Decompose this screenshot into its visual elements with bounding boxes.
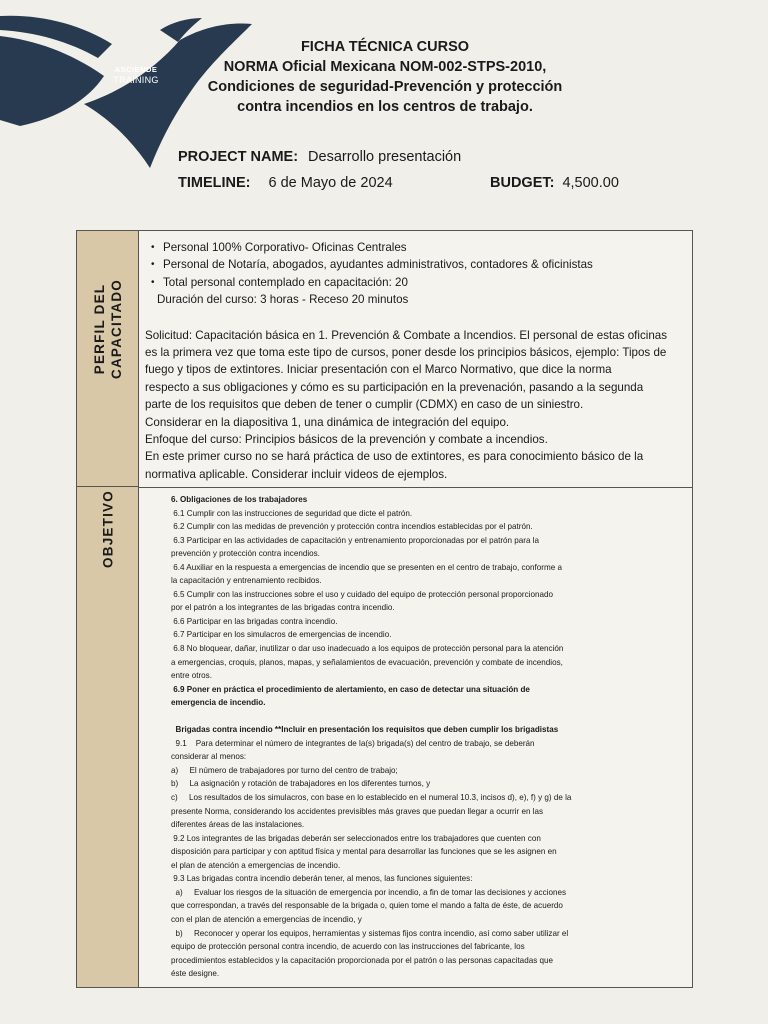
paragraph-line: fuego y tipos de extintores. Iniciar presentación con el Marco Normativo, que dice la norma: [145, 363, 612, 377]
project-name-row: [178, 149, 461, 165]
project-name-value: Desarrollo presentación: [308, 149, 462, 165]
objetivo-line: 6.3 Participar en las actividades de capacitación y entrenamiento proporcionadas por el patrón para la: [171, 535, 540, 545]
objetivo-line: que correspondan, a través del responsable de la brigada o, quien tome el mando a falta de éste, de acuerdo: [171, 901, 563, 911]
objetivo-line: 6.5 Cumplir con las instrucciones sobre el uso y cuidado del equipo de protección personal proporcionado: [171, 589, 553, 599]
objetivo-line: 6.2 Cumplir con las medidas de prevención y protección contra incendios establecidas por el patrón.: [171, 522, 533, 532]
row-divider: [139, 487, 692, 488]
objetivo-line: el plan de atención a emergencias de incendio.: [171, 860, 341, 870]
project-name-label: PROJECT NAME:: [178, 149, 299, 165]
objetivo-line: 6.7 Participar en los simulacros de emergencias de incendio.: [171, 630, 392, 640]
objetivo-line: considerar al menos:: [171, 752, 247, 762]
objetivo-line: con el plan de atención a emergencias de incendio, y: [171, 914, 362, 924]
objetivo-line: 6. Obligaciones de los trabajadores: [171, 495, 308, 504]
objetivo-line: 9.3 Las brigadas contra incendio deberán tener, al menos, las funciones siguientes:: [171, 874, 473, 884]
paragraph-line: Solicitud: Capacitación básica en 1. Prevención & Combate a Incendios. El personal de estas oficinas: [145, 328, 668, 342]
objetivo-line: por el patrón a los integrantes de las brigadas contra incendio.: [171, 603, 395, 613]
paragraph-line: normativa aplicable. Considerar incluir videos de ejemplos.: [145, 467, 448, 481]
objetivo-line: 6.1 Cumplir con las instrucciones de seguridad que dicte el patrón.: [171, 508, 413, 518]
objetivo-line: 6.8 No bloquear, dañar, inutilizar o dar uso inadecuado a los equipos de protección personal para la atención: [171, 644, 564, 654]
logo-text-sub: TRAINING: [113, 75, 159, 85]
perfil-label: [91, 279, 125, 379]
perfil-label-line: CAPACITADO: [108, 279, 124, 379]
objetivo-line: 6.4 Auxiliar en la respuesta a emergencias de incendio que se presenten en el centro de trabajo, conforme a: [171, 562, 562, 572]
objetivo-line: b) La asignación y rotación de trabajadores en los diferentes turnos, y: [171, 779, 431, 789]
budget-row: [490, 175, 619, 191]
objetivo-line: emergencia de incendio.: [171, 698, 266, 708]
paragraph-line: respecto a sus obligaciones y cómo es su participación en la prevenación, pasando a la segunda: [145, 380, 644, 394]
objetivo-label-cell: [77, 487, 139, 987]
timeline-value: 6 de Mayo de 2024: [268, 175, 393, 191]
perfil-label-line: PERFIL DEL: [91, 283, 107, 375]
paragraph-line: En este primer curso no se hará práctica de uso de extintores, es para conocimiento básico de la: [145, 450, 644, 464]
objetivo-line: presente Norma, considerando los accidentes previsibles más graves que puedan llegar a ocurrir en las: [171, 806, 544, 816]
title-line: NORMA Oficial Mexicana NOM-002-STPS-2010,: [223, 59, 547, 75]
objetivo-line: [171, 710, 621, 724]
objetivo-line: c) Los resultados de los simulacros, con base en lo establecido en el numeral 10.3, incisos d), e), f) y g) de la: [171, 793, 572, 803]
timeline-row: [178, 175, 393, 191]
title-line: contra incendios en los centros de trabajo.: [237, 99, 533, 115]
document-title: [190, 37, 580, 117]
objetivo-line: 6.6 Participar en las brigadas contra incendio.: [171, 616, 338, 626]
list-item: • Personal de Notaría, abogados, ayudantes administrativos, contadores & oficinistas: [151, 256, 689, 273]
paragraph-line: parte de los requisitos que deben de tener o cumplir (CDMX) en caso de un siniestro.: [145, 398, 584, 412]
objetivo-line: 9.2 Los integrantes de las brigadas deberán ser seleccionados entre los trabajadores que cuenten con: [171, 833, 541, 843]
objetivo-label: OBJETIVO: [100, 490, 115, 568]
objetivo-line: la capacitación y entrenamiento recibidos.: [171, 576, 322, 586]
objetivo-line: equipo de protección personal contra incendio, de acuerdo con las instrucciones del fabricante, los: [171, 942, 525, 952]
budget-value: 4,500.00: [562, 175, 619, 191]
objetivo-content: [171, 493, 621, 981]
perfil-label-cell: [77, 231, 139, 487]
objetivo-line: procedimientos establecidos y la capacitación proporcionada por el patrón o las personas capacitadas que: [171, 955, 553, 965]
objetivo-line: a) Evaluar los riesgos de la situación de emergencia por incendio, a fin de tomar las decisiones y acciones: [171, 887, 567, 897]
list-item: • Total personal contemplado en capacitación: 20: [151, 274, 689, 291]
objetivo-line: 9.1 Para determinar el número de integrantes de la(s) brigada(s) del centro de trabajo, se deberán: [171, 738, 535, 748]
objetivo-line: b) Reconocer y operar los equipos, herramientas y sistemas fijos contra incendio, así como saber utilizar el: [171, 928, 569, 938]
paragraph-line: es la primera vez que toma este tipo de cursos, poner desde los principios básicos, ejemplo: Tipos de: [145, 346, 667, 360]
solicitud-paragraph: [145, 327, 689, 484]
paragraph-line: Considerar en la diapositiva 1, una dinámica de integración del equipo.: [145, 415, 510, 429]
objetivo-line: prevención y protección contra incendios.: [171, 549, 320, 559]
objetivo-line: 6.9 Poner en práctica el procedimiento de alertamiento, en caso de detectar una situación de: [171, 684, 530, 694]
info-table: [76, 230, 693, 988]
timeline-label: TIMELINE:: [178, 175, 251, 191]
objetivo-line: a emergencias, croquis, planos, mapas, y señalamientos de evacuación, prevención y combate de incendios,: [171, 657, 563, 667]
objetivo-line: disposición para participar y con aptitud física y mental para desarrollar las funciones que se les asignen en: [171, 847, 557, 857]
title-line: FICHA TÉCNICA CURSO: [300, 39, 470, 55]
objetivo-line: entre otros.: [171, 671, 212, 681]
budget-label: BUDGET:: [490, 175, 555, 191]
objetivo-line: a) El número de trabajadores por turno del centro de trabajo;: [171, 765, 398, 775]
objetivo-line: diferentes áreas de las instalaciones.: [171, 820, 305, 830]
perfil-content: [145, 239, 689, 483]
objetivo-line: Brigadas contra incendio **Incluir en presentación los requisitos que deben cumplir los brigadistas: [171, 725, 559, 735]
course-duration: Duración del curso: 3 horas - Receso 20 minutos: [157, 293, 409, 307]
paragraph-line: Enfoque del curso: Principios básicos de la prevención y combate a incendios.: [145, 433, 548, 447]
objetivo-line: éste designe.: [171, 969, 220, 979]
title-line: Condiciones de seguridad-Prevención y protección: [207, 79, 563, 95]
logo-text-brand: ASCIENDE: [114, 65, 158, 74]
list-item: • Personal 100% Corporativo- Oficinas Centrales: [151, 239, 689, 256]
perfil-bullet-list: [145, 239, 689, 291]
